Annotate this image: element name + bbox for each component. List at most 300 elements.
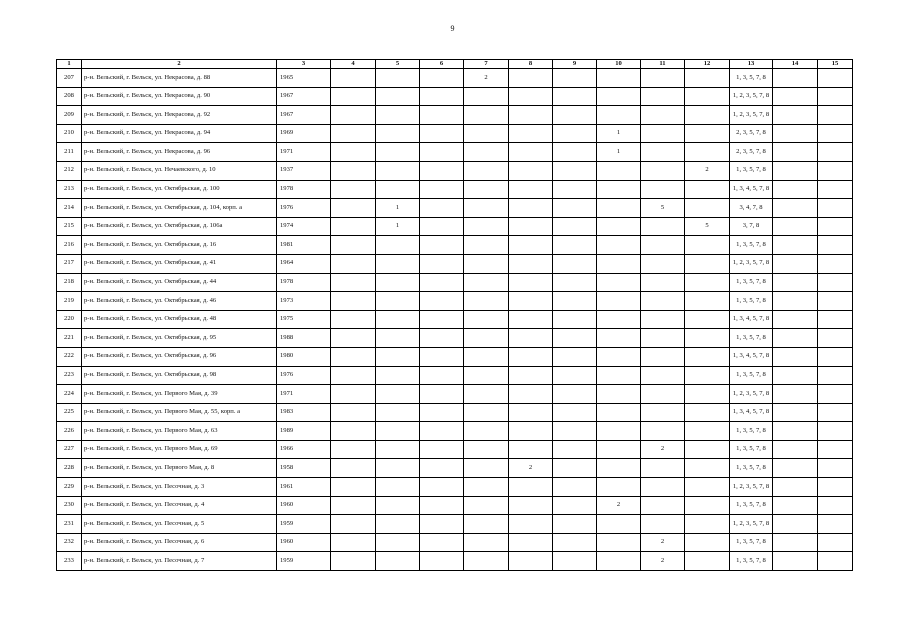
table-cell bbox=[641, 496, 685, 515]
year-cell: 1958 bbox=[277, 459, 331, 478]
table-cell bbox=[597, 329, 641, 348]
year-cell: 1937 bbox=[277, 161, 331, 180]
table-cell bbox=[597, 292, 641, 311]
table-cell bbox=[464, 422, 509, 441]
table-cell bbox=[509, 347, 553, 366]
row-number-cell: 212 bbox=[57, 161, 82, 180]
table-cell bbox=[685, 478, 730, 497]
table-cell bbox=[464, 459, 509, 478]
table-cell bbox=[773, 366, 818, 385]
table-cell bbox=[818, 329, 853, 348]
table-cell bbox=[597, 347, 641, 366]
table-cell bbox=[597, 180, 641, 199]
table-cell bbox=[685, 329, 730, 348]
table-cell: 1, 2, 3, 5, 7, 8 bbox=[730, 478, 773, 497]
year-cell: 1975 bbox=[277, 310, 331, 329]
table-row bbox=[57, 180, 853, 199]
table-cell: 1, 2, 3, 5, 7, 8 bbox=[730, 106, 773, 125]
table-cell bbox=[464, 124, 509, 143]
table-cell bbox=[420, 236, 464, 255]
year-cell: 1966 bbox=[277, 440, 331, 459]
table-cell bbox=[685, 199, 730, 218]
table-cell bbox=[331, 254, 376, 273]
table-cell bbox=[773, 87, 818, 106]
address-cell: р-н. Вельский, г. Вельск, ул. Песочная, д. 7 bbox=[82, 552, 277, 571]
table-cell bbox=[553, 310, 597, 329]
row-number-cell: 221 bbox=[57, 329, 82, 348]
table-cell bbox=[553, 273, 597, 292]
table-cell bbox=[553, 254, 597, 273]
table-cell bbox=[420, 273, 464, 292]
table-cell bbox=[553, 478, 597, 497]
table-cell bbox=[597, 459, 641, 478]
table-cell bbox=[685, 180, 730, 199]
table-cell bbox=[773, 478, 818, 497]
table-cell bbox=[685, 515, 730, 534]
table-cell: 1 bbox=[597, 124, 641, 143]
column-header: 4 bbox=[331, 60, 376, 69]
row-number-cell: 228 bbox=[57, 459, 82, 478]
table-cell bbox=[553, 329, 597, 348]
address-cell: р-н. Вельский, г. Вельск, ул. Некрасова, д. 96 bbox=[82, 143, 277, 162]
year-cell: 1969 bbox=[277, 124, 331, 143]
address-cell: р-н. Вельский, г. Вельск, ул. Некрасова, д. 88 bbox=[82, 69, 277, 88]
table-cell bbox=[818, 199, 853, 218]
table-cell bbox=[773, 217, 818, 236]
table-cell bbox=[685, 236, 730, 255]
table-cell bbox=[464, 106, 509, 125]
table-cell: 1, 3, 5, 7, 8 bbox=[730, 496, 773, 515]
table-cell bbox=[685, 347, 730, 366]
table-cell bbox=[597, 254, 641, 273]
address-cell: р-н. Вельский, г. Вельск, ул. Октябрьская, д. 16 bbox=[82, 236, 277, 255]
table-cell bbox=[420, 533, 464, 552]
table-cell bbox=[376, 552, 420, 571]
table-cell bbox=[553, 124, 597, 143]
table-cell bbox=[376, 254, 420, 273]
table-cell bbox=[685, 422, 730, 441]
table-cell: 1, 3, 5, 7, 8 bbox=[730, 161, 773, 180]
address-cell: р-н. Вельский, г. Вельск, ул. Октябрьская, д. 48 bbox=[82, 310, 277, 329]
table-cell bbox=[818, 515, 853, 534]
table-cell bbox=[641, 124, 685, 143]
table-cell bbox=[641, 161, 685, 180]
table-row bbox=[57, 217, 853, 236]
table-cell bbox=[818, 254, 853, 273]
table-cell bbox=[509, 552, 553, 571]
table-cell bbox=[818, 366, 853, 385]
table-cell bbox=[818, 440, 853, 459]
table-cell: 1 bbox=[597, 143, 641, 162]
year-cell: 1976 bbox=[277, 366, 331, 385]
table-cell bbox=[509, 254, 553, 273]
table-cell bbox=[331, 310, 376, 329]
table-row bbox=[57, 143, 853, 162]
table-cell bbox=[641, 292, 685, 311]
table-cell bbox=[685, 273, 730, 292]
table-cell bbox=[464, 385, 509, 404]
table-cell bbox=[420, 124, 464, 143]
address-cell: р-н. Вельский, г. Вельск, ул. Первого Мая, д. 55, корп. а bbox=[82, 403, 277, 422]
table-cell bbox=[818, 161, 853, 180]
year-cell: 1980 bbox=[277, 347, 331, 366]
table-body bbox=[57, 69, 853, 571]
table-cell bbox=[331, 329, 376, 348]
address-cell: р-н. Вельский, г. Вельск, ул. Песочная, д. 5 bbox=[82, 515, 277, 534]
table-cell bbox=[773, 161, 818, 180]
table-cell bbox=[641, 422, 685, 441]
table-cell bbox=[597, 273, 641, 292]
table-cell: 1, 3, 5, 7, 8 bbox=[730, 533, 773, 552]
year-cell: 1973 bbox=[277, 292, 331, 311]
table-cell: 1, 3, 4, 5, 7, 8 bbox=[730, 180, 773, 199]
table-row bbox=[57, 515, 853, 534]
table-cell bbox=[376, 106, 420, 125]
column-header: 2 bbox=[82, 60, 277, 69]
table-cell bbox=[376, 533, 420, 552]
row-number-cell: 232 bbox=[57, 533, 82, 552]
table-cell bbox=[641, 273, 685, 292]
year-cell: 1960 bbox=[277, 496, 331, 515]
table-row bbox=[57, 385, 853, 404]
address-cell: р-н. Вельский, г. Вельск, ул. Нечаевского, д. 10 bbox=[82, 161, 277, 180]
year-cell: 1967 bbox=[277, 87, 331, 106]
table-cell bbox=[376, 69, 420, 88]
table-cell bbox=[509, 273, 553, 292]
table-cell bbox=[553, 403, 597, 422]
year-cell: 1988 bbox=[277, 329, 331, 348]
table-cell bbox=[509, 124, 553, 143]
year-cell: 1989 bbox=[277, 422, 331, 441]
table-cell bbox=[597, 161, 641, 180]
table-cell bbox=[509, 161, 553, 180]
table-cell: 5 bbox=[641, 199, 685, 218]
table-cell bbox=[818, 552, 853, 571]
table-cell bbox=[553, 161, 597, 180]
table-cell bbox=[818, 310, 853, 329]
table-cell bbox=[641, 478, 685, 497]
table-cell bbox=[420, 199, 464, 218]
table-cell bbox=[773, 385, 818, 404]
table-cell bbox=[509, 533, 553, 552]
table-cell bbox=[818, 533, 853, 552]
table-cell bbox=[420, 254, 464, 273]
table-cell bbox=[376, 329, 420, 348]
table-cell bbox=[553, 533, 597, 552]
table-cell: 1, 2, 3, 5, 7, 8 bbox=[730, 515, 773, 534]
table-cell bbox=[818, 124, 853, 143]
table-cell bbox=[331, 180, 376, 199]
table-cell: 1, 3, 5, 7, 8 bbox=[730, 440, 773, 459]
table-cell bbox=[464, 347, 509, 366]
table-cell bbox=[509, 403, 553, 422]
row-number-cell: 213 bbox=[57, 180, 82, 199]
table-cell bbox=[420, 310, 464, 329]
column-header: 3 bbox=[277, 60, 331, 69]
year-cell: 1971 bbox=[277, 385, 331, 404]
table-cell bbox=[773, 329, 818, 348]
column-header: 9 bbox=[553, 60, 597, 69]
column-header: 8 bbox=[509, 60, 553, 69]
table-cell bbox=[553, 347, 597, 366]
year-cell: 1965 bbox=[277, 69, 331, 88]
table-cell bbox=[641, 180, 685, 199]
table-cell bbox=[376, 385, 420, 404]
table-cell bbox=[685, 552, 730, 571]
table-cell bbox=[420, 366, 464, 385]
year-cell: 1976 bbox=[277, 199, 331, 218]
table-cell bbox=[420, 161, 464, 180]
row-number-cell: 226 bbox=[57, 422, 82, 441]
year-cell: 1961 bbox=[277, 478, 331, 497]
table-cell bbox=[597, 385, 641, 404]
table-cell bbox=[553, 236, 597, 255]
table-cell bbox=[641, 366, 685, 385]
table-cell bbox=[818, 69, 853, 88]
table-cell bbox=[685, 254, 730, 273]
table-cell bbox=[331, 440, 376, 459]
table-cell bbox=[553, 180, 597, 199]
table-cell bbox=[641, 347, 685, 366]
address-cell: р-н. Вельский, г. Вельск, ул. Первого Мая, д. 63 bbox=[82, 422, 277, 441]
page-number: 9 bbox=[450, 24, 455, 33]
table-cell bbox=[553, 422, 597, 441]
table-cell bbox=[685, 124, 730, 143]
table-cell bbox=[509, 199, 553, 218]
table-cell bbox=[773, 310, 818, 329]
table-cell bbox=[420, 552, 464, 571]
table-cell bbox=[464, 273, 509, 292]
table-cell bbox=[331, 515, 376, 534]
table-row bbox=[57, 422, 853, 441]
table-cell bbox=[509, 236, 553, 255]
table-cell bbox=[464, 87, 509, 106]
address-cell: р-н. Вельский, г. Вельск, ул. Октябрьская, д. 100 bbox=[82, 180, 277, 199]
table-cell: 2 bbox=[464, 69, 509, 88]
row-number-cell: 219 bbox=[57, 292, 82, 311]
table-cell bbox=[331, 161, 376, 180]
table-cell bbox=[420, 347, 464, 366]
table-cell: 1, 3, 5, 7, 8 bbox=[730, 292, 773, 311]
table-cell bbox=[420, 440, 464, 459]
table-cell bbox=[553, 106, 597, 125]
table-cell bbox=[641, 254, 685, 273]
table-cell bbox=[464, 478, 509, 497]
table-cell bbox=[818, 347, 853, 366]
table-cell: 3, 4, 7, 8 bbox=[730, 199, 773, 218]
table-cell bbox=[376, 440, 420, 459]
table-cell bbox=[818, 478, 853, 497]
table-cell bbox=[509, 440, 553, 459]
table-cell bbox=[818, 180, 853, 199]
table-cell bbox=[685, 403, 730, 422]
table-cell: 2, 3, 5, 7, 8 bbox=[730, 143, 773, 162]
table-cell bbox=[420, 422, 464, 441]
table-row bbox=[57, 533, 853, 552]
table-cell bbox=[509, 478, 553, 497]
table-cell: 1, 2, 3, 5, 7, 8 bbox=[730, 254, 773, 273]
table-cell bbox=[420, 217, 464, 236]
data-table bbox=[56, 59, 853, 571]
row-number-cell: 216 bbox=[57, 236, 82, 255]
table-cell: 5 bbox=[685, 217, 730, 236]
table-cell bbox=[464, 440, 509, 459]
table-cell bbox=[376, 310, 420, 329]
table-cell bbox=[420, 329, 464, 348]
table-cell bbox=[773, 199, 818, 218]
table-cell bbox=[773, 533, 818, 552]
column-header: 6 bbox=[420, 60, 464, 69]
table-cell bbox=[773, 403, 818, 422]
table-cell bbox=[331, 403, 376, 422]
table-cell bbox=[464, 180, 509, 199]
address-cell: р-н. Вельский, г. Вельск, ул. Первого Мая, д. 39 bbox=[82, 385, 277, 404]
table-cell: 1, 3, 4, 5, 7, 8 bbox=[730, 347, 773, 366]
address-cell: р-н. Вельский, г. Вельск, ул. Октябрьская, д. 46 bbox=[82, 292, 277, 311]
year-cell: 1974 bbox=[277, 217, 331, 236]
table-cell bbox=[420, 180, 464, 199]
table-cell bbox=[509, 180, 553, 199]
table-cell bbox=[818, 143, 853, 162]
table-row bbox=[57, 87, 853, 106]
table-cell bbox=[464, 329, 509, 348]
table-cell bbox=[331, 292, 376, 311]
table-cell bbox=[420, 496, 464, 515]
address-cell: р-н. Вельский, г. Вельск, ул. Песочная, д. 4 bbox=[82, 496, 277, 515]
table-cell bbox=[597, 478, 641, 497]
address-cell: р-н. Вельский, г. Вельск, ул. Первого Мая, д. 69 bbox=[82, 440, 277, 459]
table-cell: 1, 3, 5, 7, 8 bbox=[730, 552, 773, 571]
column-header: 11 bbox=[641, 60, 685, 69]
year-cell: 1959 bbox=[277, 552, 331, 571]
table-cell bbox=[509, 87, 553, 106]
table-row bbox=[57, 440, 853, 459]
table-cell bbox=[464, 199, 509, 218]
table-cell bbox=[685, 69, 730, 88]
table-cell bbox=[641, 329, 685, 348]
table-cell bbox=[376, 347, 420, 366]
table-cell bbox=[509, 329, 553, 348]
table-cell bbox=[597, 422, 641, 441]
row-number-cell: 231 bbox=[57, 515, 82, 534]
table-cell bbox=[641, 310, 685, 329]
table-cell bbox=[509, 515, 553, 534]
table-cell bbox=[464, 366, 509, 385]
table-cell bbox=[464, 236, 509, 255]
table-cell bbox=[376, 515, 420, 534]
table-cell bbox=[641, 69, 685, 88]
table-cell bbox=[376, 143, 420, 162]
table-cell bbox=[331, 106, 376, 125]
table-cell bbox=[331, 69, 376, 88]
table-cell bbox=[773, 254, 818, 273]
row-number-cell: 210 bbox=[57, 124, 82, 143]
table-cell: 1, 3, 5, 7, 8 bbox=[730, 236, 773, 255]
table-cell bbox=[420, 515, 464, 534]
table-cell bbox=[641, 515, 685, 534]
table-cell bbox=[331, 347, 376, 366]
table-row bbox=[57, 459, 853, 478]
table-cell bbox=[420, 69, 464, 88]
table-cell bbox=[773, 273, 818, 292]
column-header: 15 bbox=[818, 60, 853, 69]
table-cell bbox=[553, 199, 597, 218]
table-cell bbox=[641, 459, 685, 478]
table-row bbox=[57, 69, 853, 88]
table-cell bbox=[331, 533, 376, 552]
table-cell: 1, 3, 4, 5, 7, 8 bbox=[730, 403, 773, 422]
table-cell bbox=[464, 161, 509, 180]
table-cell bbox=[685, 143, 730, 162]
row-number-cell: 209 bbox=[57, 106, 82, 125]
table-cell bbox=[509, 292, 553, 311]
table-cell: 1, 3, 5, 7, 8 bbox=[730, 329, 773, 348]
table-cell bbox=[597, 217, 641, 236]
column-header: 5 bbox=[376, 60, 420, 69]
row-number-cell: 217 bbox=[57, 254, 82, 273]
table-cell bbox=[331, 552, 376, 571]
table-cell: 1, 3, 5, 7, 8 bbox=[730, 459, 773, 478]
table-cell bbox=[597, 236, 641, 255]
table-cell bbox=[420, 87, 464, 106]
year-cell: 1983 bbox=[277, 403, 331, 422]
table-cell bbox=[509, 217, 553, 236]
table-row bbox=[57, 161, 853, 180]
table-cell bbox=[597, 366, 641, 385]
table-cell bbox=[641, 87, 685, 106]
table-row bbox=[57, 273, 853, 292]
row-number-cell: 214 bbox=[57, 199, 82, 218]
table-cell bbox=[818, 106, 853, 125]
table-cell: 1, 2, 3, 5, 7, 8 bbox=[730, 87, 773, 106]
table-cell bbox=[376, 87, 420, 106]
table-cell bbox=[553, 366, 597, 385]
table-cell bbox=[597, 69, 641, 88]
table-cell bbox=[376, 180, 420, 199]
table-cell bbox=[464, 310, 509, 329]
table-cell bbox=[420, 143, 464, 162]
table-cell bbox=[331, 459, 376, 478]
table-cell bbox=[685, 366, 730, 385]
table-cell bbox=[685, 385, 730, 404]
table-cell bbox=[464, 143, 509, 162]
table-cell bbox=[553, 496, 597, 515]
year-cell: 1967 bbox=[277, 106, 331, 125]
table-cell bbox=[597, 310, 641, 329]
table-row bbox=[57, 199, 853, 218]
table-row bbox=[57, 236, 853, 255]
table-cell bbox=[553, 143, 597, 162]
table-cell bbox=[331, 217, 376, 236]
table-cell bbox=[818, 403, 853, 422]
table-cell bbox=[464, 552, 509, 571]
table-cell: 1, 2, 3, 5, 7, 8 bbox=[730, 385, 773, 404]
table-cell bbox=[331, 385, 376, 404]
table-cell bbox=[331, 273, 376, 292]
table-cell bbox=[376, 124, 420, 143]
table-cell bbox=[641, 385, 685, 404]
table-cell bbox=[376, 478, 420, 497]
table-cell bbox=[641, 403, 685, 422]
table-cell bbox=[773, 143, 818, 162]
table-cell bbox=[818, 87, 853, 106]
table-cell bbox=[420, 459, 464, 478]
header-row bbox=[57, 60, 853, 69]
table-cell bbox=[420, 292, 464, 311]
row-number-cell: 218 bbox=[57, 273, 82, 292]
table-cell bbox=[597, 106, 641, 125]
table-cell: 2 bbox=[641, 440, 685, 459]
